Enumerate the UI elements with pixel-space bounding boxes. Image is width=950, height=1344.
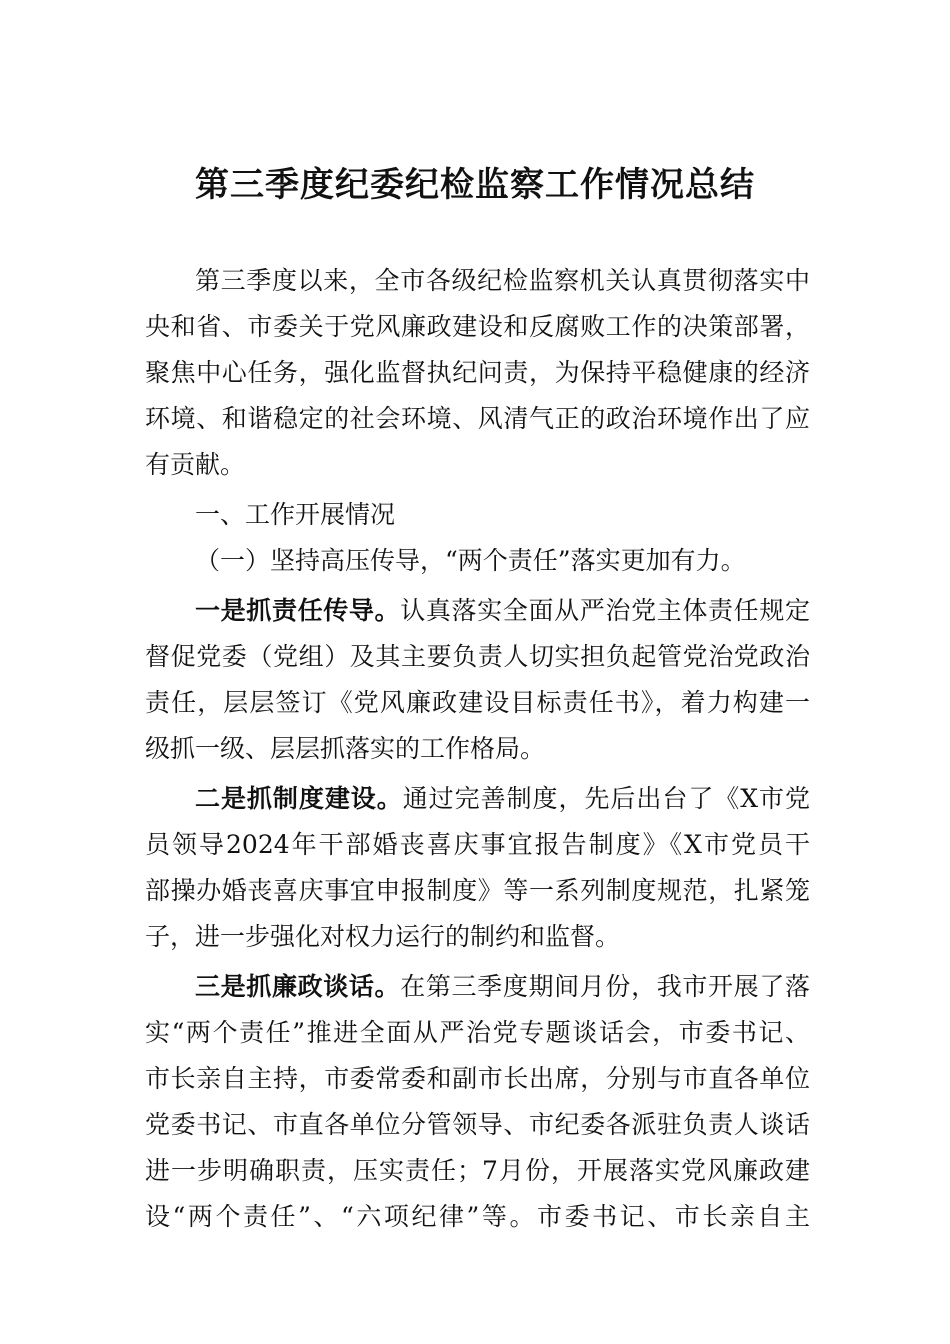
text-line: [145, 588, 810, 634]
document-title: 第三季度纪委纪检监察工作情况总结: [195, 165, 755, 205]
text-line: 部操办婚丧喜庆事宜申报制度》等一系列制度规范，扎紧笼: [145, 876, 810, 905]
intro-paragraph: [145, 258, 810, 488]
text-line: 进一步明确职责，压实责任；7月份，开展落实党风廉政建: [145, 1156, 810, 1185]
text-line: 责任，层层签订《党风廉政建设目标责任书》，着力构建一: [145, 688, 810, 717]
text-line: [145, 964, 810, 1010]
text-line: 员领导2024年干部婚丧喜庆事宜报告制度》《X市党员干: [145, 830, 810, 859]
text-line: [145, 776, 810, 822]
item-first-text: 认真落实全面从严治党主体责任规定: [400, 596, 810, 625]
item-paragraph-3: [145, 964, 810, 1240]
item-lead: 一是抓责任传导。: [195, 596, 401, 625]
text-line: 子，进一步强化对权力运行的制约和监督。: [145, 922, 621, 951]
text-line: 第三季度以来，全市各级纪检监察机关认真贯彻落实中: [195, 266, 810, 295]
text-line: 央和省、市委关于党风廉政建设和反腐败工作的决策部署，: [145, 312, 810, 341]
item-paragraph-2: [145, 776, 810, 960]
text-line: 级抓一级、层层抓落实的工作格局。: [145, 734, 546, 763]
item-paragraph-1: [145, 588, 810, 772]
text-line: 实“两个责任”推进全面从严治党专题谈话会，市委书记、: [145, 1018, 810, 1047]
text-line: 环境、和谐稳定的社会环境、风清气正的政治环境作出了应: [145, 404, 810, 433]
subsection-heading: （一）坚持高压传导，“两个责任”落实更加有力。: [195, 546, 746, 575]
text-line: 设“两个责任”、“六项纪律”等。市委书记、市长亲自主: [145, 1202, 810, 1231]
section-heading: 一、工作开展情况: [195, 500, 396, 529]
text-line: 党委书记、市直各单位分管领导、市纪委各派驻负责人谈话: [145, 1110, 810, 1139]
item-lead: 三是抓廉政谈话。: [195, 972, 401, 1001]
text-line: 市长亲自主持，市委常委和副市长出席，分别与市直各单位: [145, 1064, 810, 1093]
item-first-text: 通过完善制度，先后出台了《X市党: [402, 784, 810, 813]
text-line: 督促党委（党组）及其主要负责人切实担负起管党治党政治: [145, 642, 810, 671]
item-lead: 二是抓制度建设。: [195, 784, 403, 813]
document-body: [145, 258, 810, 1240]
text-line: 聚焦中心任务，强化监督执纪问责，为保持平稳健康的经济: [145, 358, 810, 387]
item-first-text: 在第三季度期间月份，我市开展了落: [400, 972, 810, 1001]
text-line: 有贡献。: [145, 450, 246, 479]
